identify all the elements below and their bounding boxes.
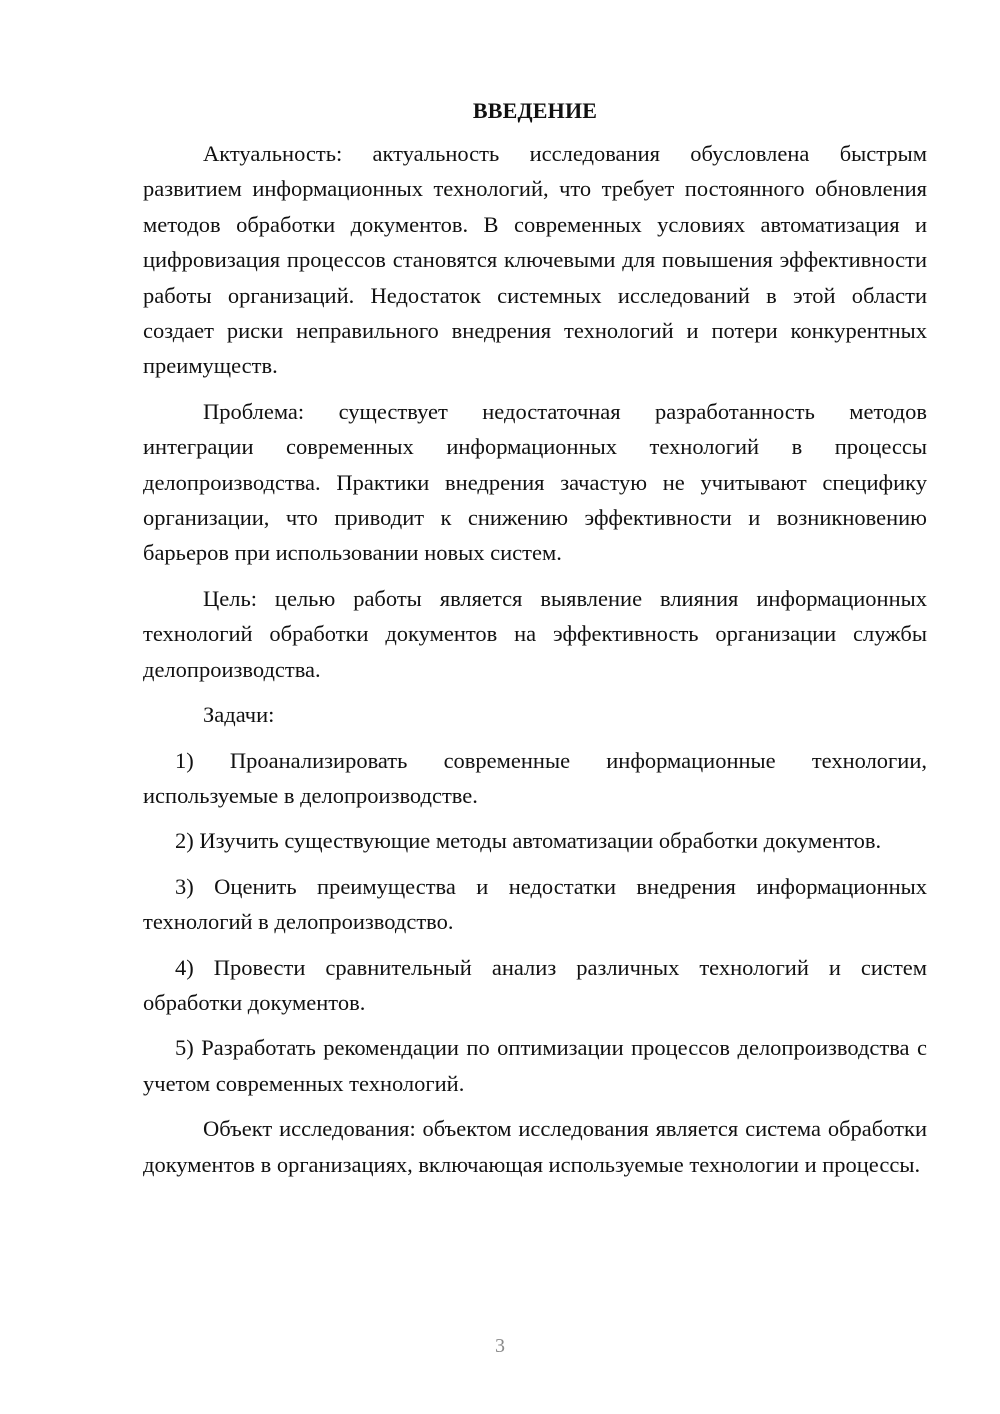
task-item-3: 3) Оценить преимущества и недостатки внедрения информационных технологий в делопроизводство. bbox=[143, 873, 927, 935]
document-body bbox=[143, 96, 927, 1192]
task-item-2: 2) Изучить существующие методы автоматизации обработки документов. bbox=[175, 828, 882, 854]
task-item-5: 5) Разработать рекомендации по оптимизации процессов делопроизводства с учетом современных технологий. bbox=[143, 1035, 927, 1096]
paragraph-relevance: Актуальность: актуальность исследования обусловлена быстрым развитием информационных технологий, что требует постоянного обновления методов обработки документов. В современных условиях автоматизация и цифровизация процессов становятся ключевыми для повышения эффективности работы организаций. Недостаток системных исследований в этой области создает риски неправильного внедрения технологий и потери конкурентных преимуществ. bbox=[143, 141, 927, 379]
task-item-4: 4) Провести сравнительный анализ различных технологий и систем обработки документов. bbox=[143, 954, 927, 1015]
page-number: 3 bbox=[495, 1335, 505, 1357]
tasks-list bbox=[143, 743, 927, 1102]
paragraph-goal: Цель: целью работы является выявление влияния информационных технологий обработки документов на эффективность организации службы делопроизводства. bbox=[143, 585, 927, 682]
paragraph-object: Объект исследования: объектом исследования является система обработки документов в организациях, включающая используемые технологии и процессы. bbox=[143, 1116, 927, 1177]
task-item-1: 1) Проанализировать современные информационные технологии, используемые в делопроизводстве. bbox=[143, 747, 927, 808]
section-title: ВВЕДЕНИЕ bbox=[472, 98, 598, 123]
paragraph-problem: Проблема: существует недостаточная разработанность методов интеграции современных информационных технологий в процессы делопроизводства. Практики внедрения зачастую не учитывают специфику организации, что приводит к снижению эффективности и возникновению барьеров при использовании новых систем. bbox=[143, 398, 927, 566]
tasks-heading: Задачи: bbox=[203, 702, 275, 728]
